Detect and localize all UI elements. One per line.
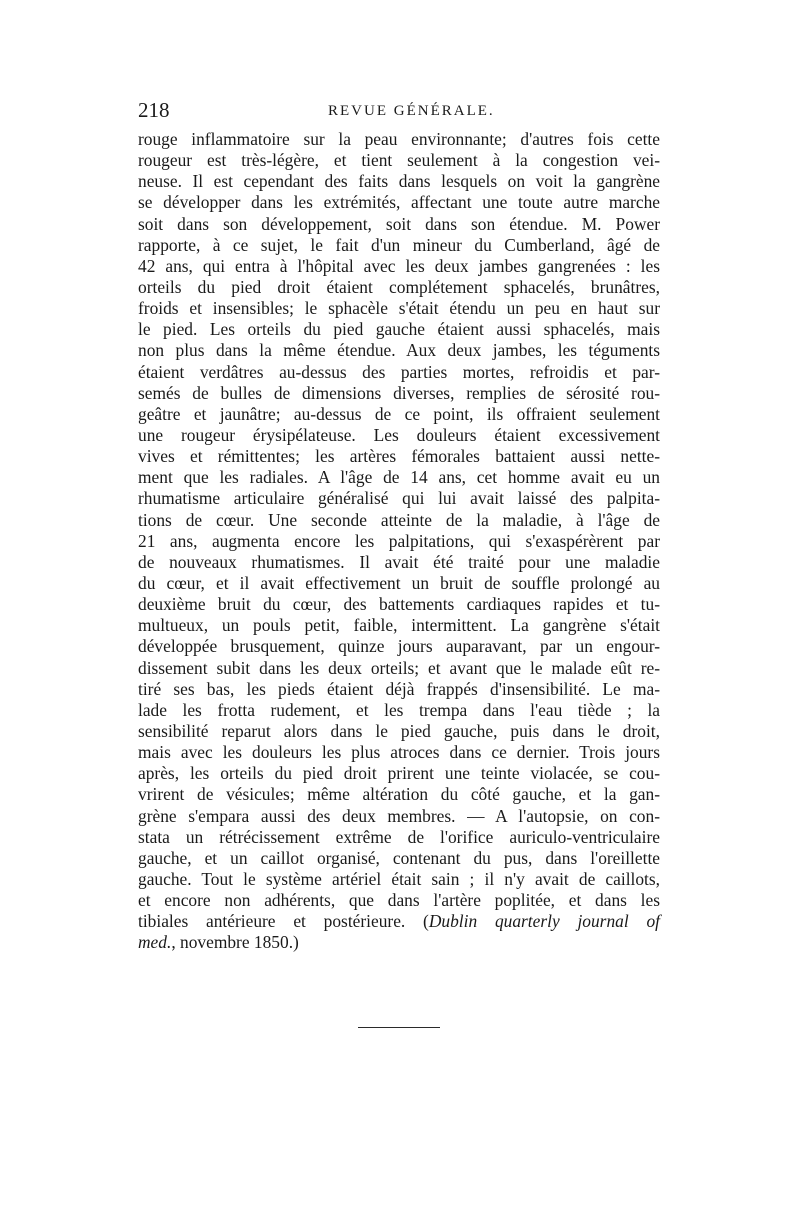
text-line: grène s'empara aussi des deux membres. — A l'autopsie, on con- bbox=[138, 805, 660, 826]
text-line: gauche, et un caillot organisé, contenant du pus, dans l'oreillette bbox=[138, 847, 660, 868]
text-line: orteils du pied droit étaient complétement sphacelés, brunâtres, bbox=[138, 276, 660, 297]
text-line: se développer dans les extrémités, affectant une toute autre marche bbox=[138, 192, 660, 213]
text-line: gauche. Tout le système artériel était sain ; il n'y avait de caillots, bbox=[138, 868, 660, 889]
text-line: neuse. Il est cependant des faits dans lesquels on voit la gangrène bbox=[138, 171, 660, 192]
text-line: rapporte, à ce sujet, le fait d'un mineur du Cumberland, âgé de bbox=[138, 234, 660, 255]
text-line: une rougeur érysipélateuse. Les douleurs étaient excessivement bbox=[138, 424, 660, 445]
text-line: tiré ses bas, les pieds étaient déjà frappés d'insensibilité. Le ma- bbox=[138, 678, 660, 699]
page-header bbox=[138, 98, 660, 122]
text-line: rougeur est très-légère, et tient seulement à la congestion vei- bbox=[138, 150, 660, 171]
citation-date: , novembre 1850.) bbox=[171, 932, 299, 953]
text-line: de nouveaux rhumatismes. Il avait été traité pour une maladie bbox=[138, 551, 660, 572]
text-line: développée brusquement, quinze jours auparavant, par un engour- bbox=[138, 636, 660, 657]
text-line: dissement subit dans les deux orteils; et avant que le malade eût re- bbox=[138, 657, 660, 678]
text-line: vives et rémittentes; les artères fémorales battaient aussi nette- bbox=[138, 446, 660, 467]
body-paragraph bbox=[138, 129, 660, 953]
text-line: vrirent de vésicules; même altération du côté gauche, et la gan- bbox=[138, 784, 660, 805]
citation-abbrev: med. bbox=[138, 932, 172, 953]
text-line: geâtre et jaunâtre; au-dessus de ce point, ils offraient seulement bbox=[138, 403, 660, 424]
text-line: après, les orteils du pied droit prirent une teinte violacée, se cou- bbox=[138, 763, 660, 784]
citation-journal: Dublin quarterly journal of bbox=[428, 911, 660, 932]
text-line: le pied. Les orteils du pied gauche étaient aussi sphacelés, mais bbox=[138, 319, 660, 340]
page-number: 218 bbox=[138, 98, 170, 122]
text-line: mais avec les douleurs les plus atroces dans ce dernier. Trois jours bbox=[138, 742, 660, 763]
text-line: deuxième bruit du cœur, des battements cardiaques rapides et tu- bbox=[138, 594, 660, 615]
text-line: semés de bulles de dimensions diverses, remplies de sérosité rou- bbox=[138, 382, 660, 403]
text-line: rouge inflammatoire sur la peau environnante; d'autres fois cette bbox=[138, 129, 660, 149]
text-line: tions de cœur. Une seconde atteinte de la maladie, à l'âge de bbox=[138, 509, 660, 530]
text-line: froids et insensibles; le sphacèle s'était étendu un peu en haut sur bbox=[138, 298, 660, 319]
text-line: lade les frotta rudement, et les trempa dans l'eau tiède ; la bbox=[138, 699, 660, 720]
text-line: 42 ans, qui entra à l'hôpital avec les deux jambes gangrenées : les bbox=[138, 255, 660, 276]
section-rule bbox=[358, 1027, 440, 1028]
text-line: et encore non adhérents, que dans l'artère poplitée, et dans les bbox=[138, 890, 660, 911]
text-line: sensibilité reparut alors dans le pied gauche, puis dans le droit, bbox=[138, 720, 660, 741]
text-line-start: tibiales antérieure et postérieure. ( bbox=[138, 911, 429, 932]
text-line: du cœur, et il avait effectivement un bruit de souffle prolongé au bbox=[138, 572, 660, 593]
text-line: soit dans son développement, soit dans son étendue. M. Power bbox=[138, 213, 660, 234]
text-line: 21 ans, augmenta encore les palpitations, qui s'exaspérèrent par bbox=[138, 530, 660, 551]
text-line-last bbox=[138, 932, 660, 953]
text-line: non plus dans la même étendue. Aux deux jambes, les téguments bbox=[138, 340, 660, 361]
text-line: ment que les radiales. A l'âge de 14 ans, cet homme avait eu un bbox=[138, 467, 660, 488]
text-line: étaient verdâtres au-dessus des parties mortes, refroidis et par- bbox=[138, 361, 660, 382]
text-line: rhumatisme articulaire généralisé qui lui avait laissé des palpita- bbox=[138, 488, 660, 509]
text-line bbox=[138, 911, 660, 932]
text-line: stata un rétrécissement extrême de l'orifice auriculo-ventriculaire bbox=[138, 826, 660, 847]
running-head: REVUE GÉNÉRALE. bbox=[328, 103, 495, 119]
text-line: multueux, un pouls petit, faible, intermittent. La gangrène s'était bbox=[138, 615, 660, 636]
